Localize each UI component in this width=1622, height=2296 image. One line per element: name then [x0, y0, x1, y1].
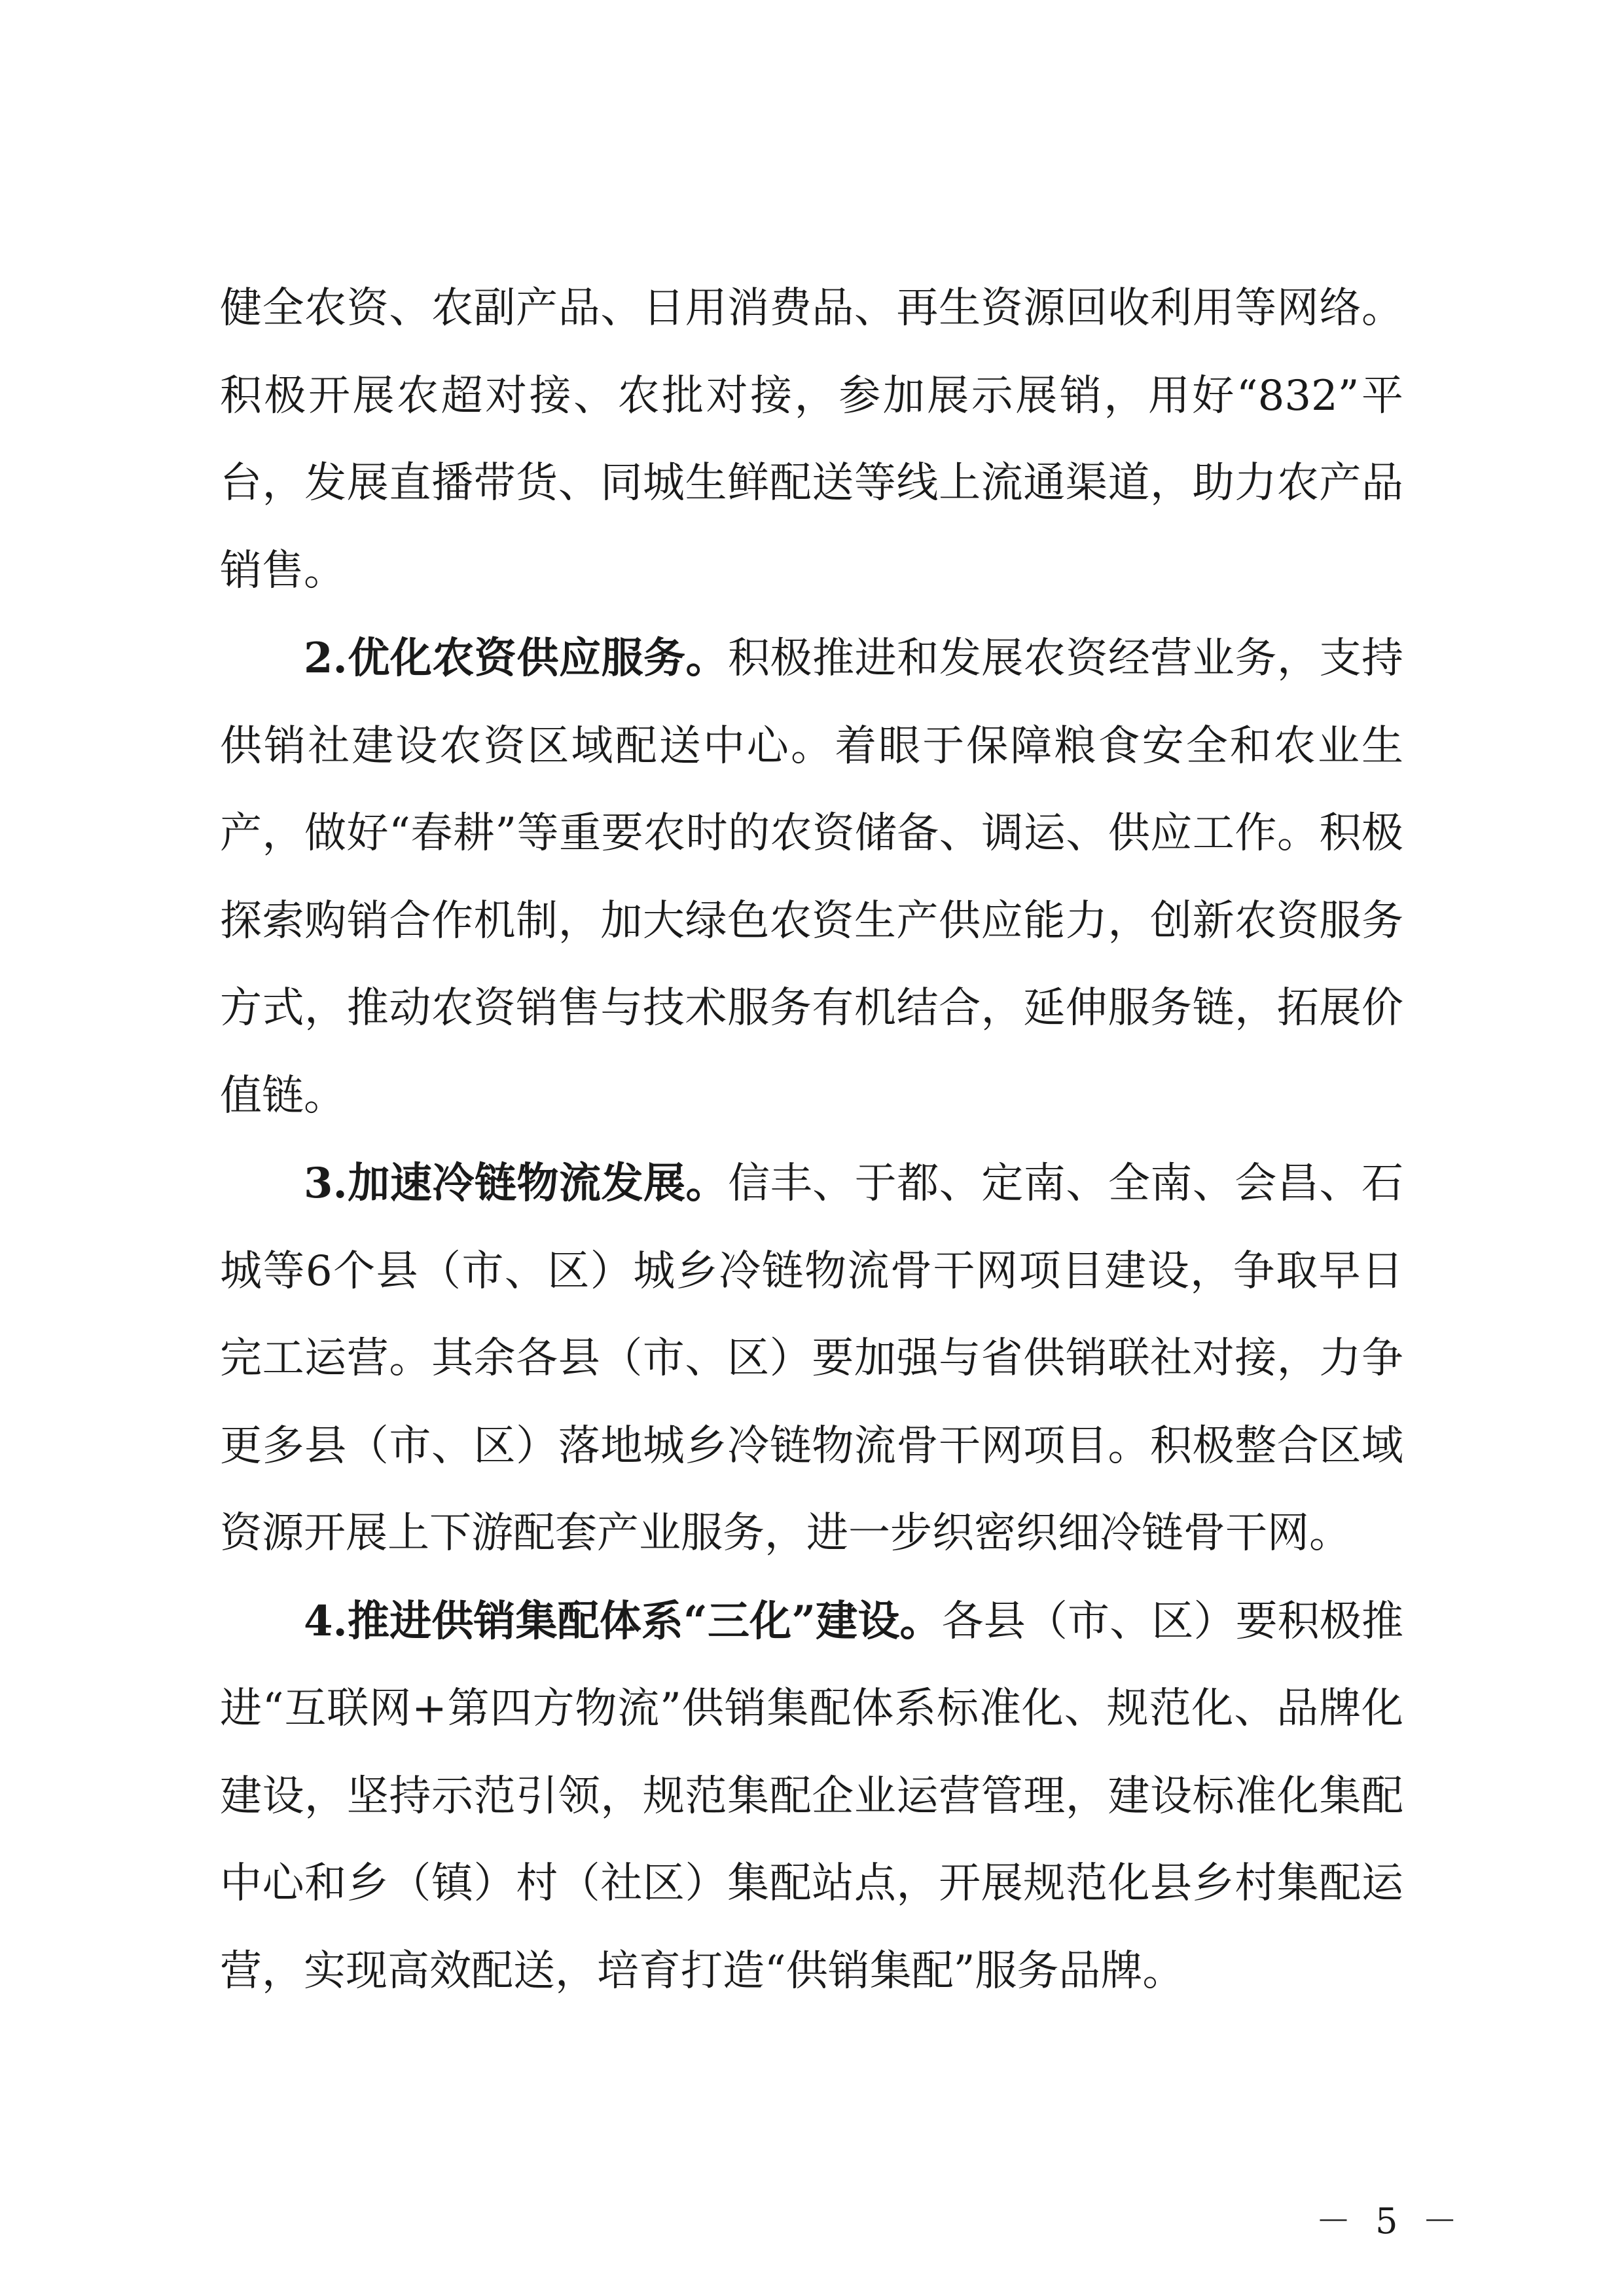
section-heading: 4.推进供销集配体系“三化”建设。	[304, 1596, 942, 1646]
paragraph-continuation	[220, 265, 1403, 615]
paragraph-agricultural-supply	[220, 615, 1403, 1140]
paragraph-text: 信丰、于都、定南、全南、会昌、石城等6个县（市、区）城乡冷链物流骨干网项目建设，争取早日完工运营。其余各县（市、区）要加强与省供销联社对接，力争更多县（市、区）落地城乡冷链物流骨干网项目。积极整合区域资源开展上下游配套产业服务，进一步织密织细冷链骨干网。	[220, 1159, 1404, 1558]
paragraph-text: 各县（市、区）要积极推进“互联网+第四方物流”供销集配体系标准化、规范化、品牌化建设，坚持示范引领，规范集配企业运营管理，建设标准化集配中心和乡（镇）村（社区）集配站点，开展规范化县乡村集配运营，实现高效配送，培育打造“供销集配”服务品牌。	[220, 1597, 1404, 1995]
paragraph-text: 积极推进和发展农资经营业务，支持供销社建设农资区域配送中心。着眼于保障粮食安全和农业生产，做好“春耕”等重要农时的农资储备、调运、供应工作。积极探索购销合作机制，加大绿色农资生产供应能力，创新农资服务方式，推动农资销售与技术服务有机结合，延伸服务链，拓展价值链。	[220, 634, 1404, 1120]
page-number: － 5 －	[1316, 2200, 1464, 2242]
paragraph-text: 健全农资、农副产品、日用消费品、再生资源回收利用等网络。积极开展农超对接、农批对接，参加展示展销，用好“832”平台，发展直播带货、同城生鲜配送等线上流通渠道，助力农产品销售。	[220, 284, 1403, 595]
document-body	[220, 265, 1403, 2015]
section-heading: 3.加速冷链物流发展。	[304, 1159, 729, 1208]
section-heading: 2.优化农资供应服务。	[304, 634, 729, 683]
paragraph-cold-chain	[220, 1140, 1403, 1578]
paragraph-distribution-system	[220, 1578, 1403, 2016]
